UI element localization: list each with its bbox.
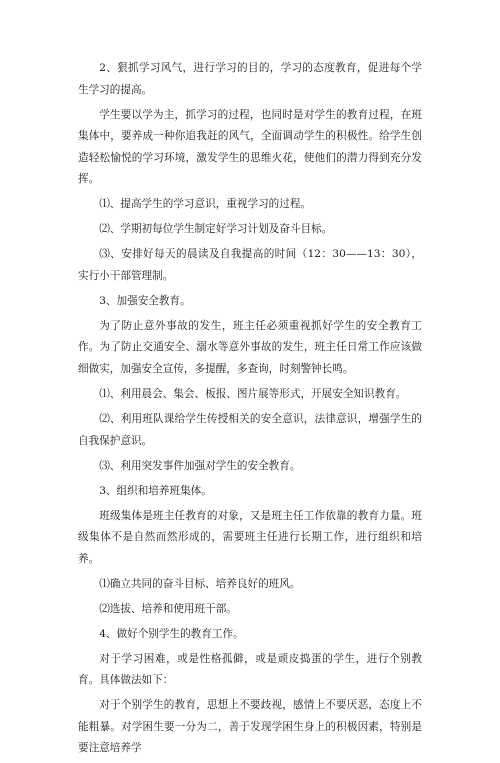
paragraph-item-learning-awareness: ⑴、提高学生的学习意识，重视学习的过程。 [99,198,312,211]
paragraph-class-collective: 班级集体是班主任教育的对象，又是班主任工作依靠的教育力量。班级集体不是自然而然形成的，需要班主任进行长期工作，进行组织和培养。 [78,509,422,565]
paragraph-learning-atmosphere-heading: 2、狠抓学习风气，进行学习的目的，学习的态度教育，促进每个学生学习的提高。 [78,62,422,96]
paragraph-item-emergencies: ⑶、利用突发事件加强对学生的安全教育。 [99,459,301,472]
paragraph-individual-approach: 对于个别学生的教育，思想上不要歧视，感情上不要厌恶，态度上不能粗暴。对学困生要一分为二，善于发现学困生身上的积极因素，特别是要注意培养学 [78,699,422,755]
paragraph-safety-heading: 3、加强安全教育。 [99,294,191,307]
paragraph-item-class-cadres: ⑵选拔、培养和使用班干部。 [99,602,237,615]
paragraph-individual-education: 对于学习困难，或是性格孤僻，或是顽皮捣蛋的学生，进行个别教育。具体做法如下： [78,652,422,687]
paragraph-individual-education-heading: 4、做好个别学生的教育工作。 [99,627,244,640]
paragraph-item-study-plan: ⑵、学期初每位学生制定好学习计划及奋斗目标。 [99,223,333,236]
paragraph-item-class-meeting: ⑵、利用班队课给学生传授相关的安全意识，法律意识，增强学生的自我保护意识。 [78,413,422,447]
paragraph-learning-process: 学生要以学为主，抓学习的过程，也同时是对学生的教育过程，在班集体中，要养成一种你追我赶的风气，全面调动学生的积极性。给学生创造轻松愉悦的学习环境，激发学生的思维火花，使他们的潜力得到充分发挥。 [78,108,422,186]
document-page [78,58,422,763]
paragraph-safety-education: 为了防止意外事故的发生，班主任必须重视抓好学生的安全教育工作。为了防止交通安全、溺水等意外事故的发生，班主任日常工作应该做细做实，加强安全宣传，多提醒，多查询，时刻警钟长鸣。 [78,319,422,376]
paragraph-item-common-goal: ⑴确立共同的奋斗目标、培养良好的班风。 [99,577,301,590]
paragraph-class-collective-heading: 3、组织和培养班集体。 [99,484,212,497]
paragraph-item-morning-reading: ⑶、安排好每天的晨读及自我提高的时间（12：30——13：30），实行小干部管理制。 [78,248,422,282]
paragraph-item-safety-knowledge: ⑴、利用晨会、集会、板报、图片展等形式，开展安全知识教育。 [99,388,407,401]
